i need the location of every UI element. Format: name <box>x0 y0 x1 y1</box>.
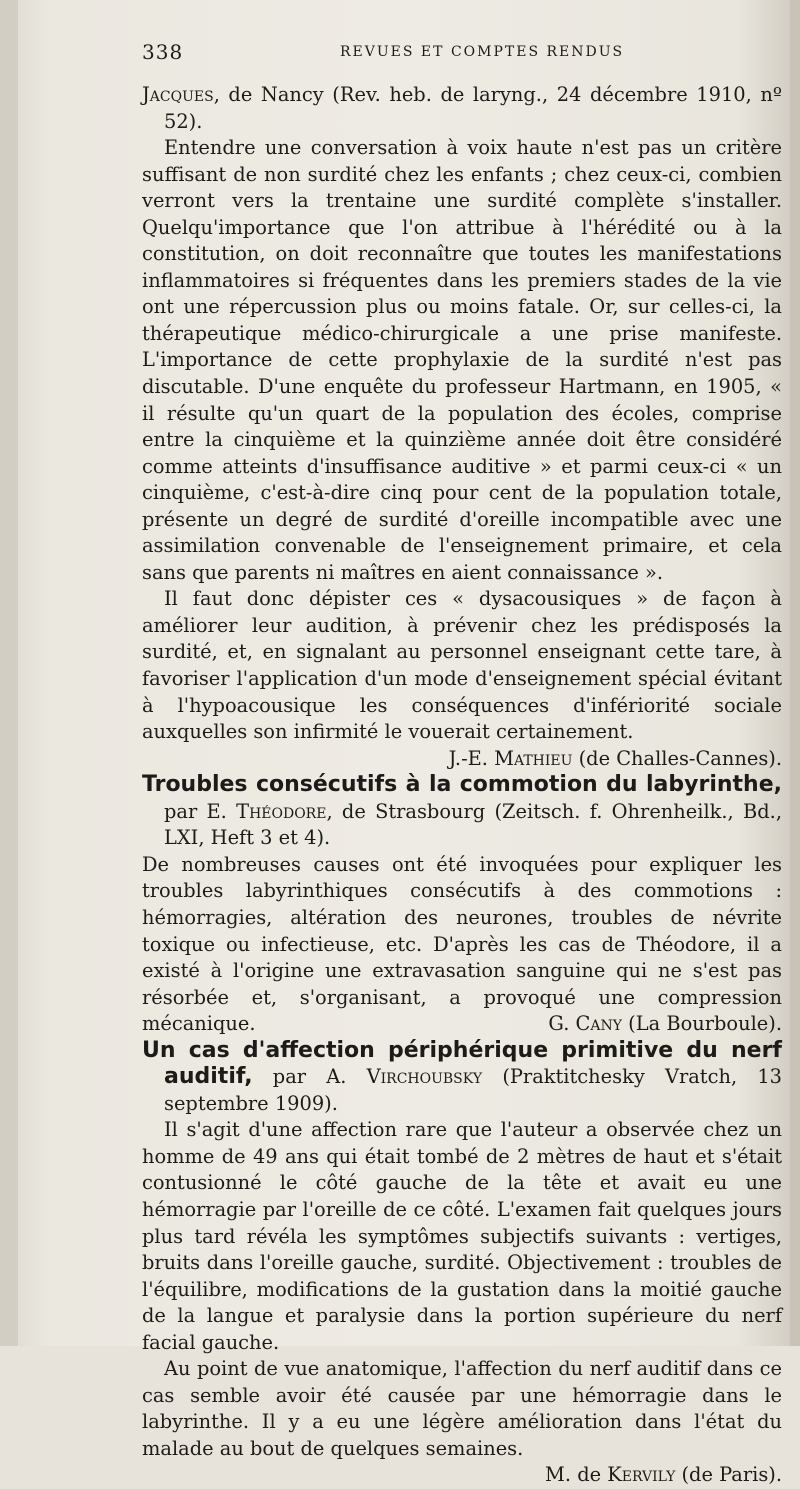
article1-signature-initials: J.-E. <box>448 746 495 770</box>
article2-paragraph-text: De nombreuses causes ont été invoquées pour expliquer les troubles labyrinthiques consécutifs à des commotions : hémorragies, altération des neurones, troubles de névrite toxique ou infectieuse, etc. D'après les cas de Théodore, il a existé à l'origine une extravasation sanguine qui ne s'est pas résorbée et, s'organisant, a provoqué une compression mécanique. <box>142 852 782 1036</box>
article1-signature-name: Mathieu <box>494 746 573 770</box>
article1-paragraph2 <box>142 586 782 770</box>
article2-signature-name: Cany <box>575 1012 622 1036</box>
article1-paragraph1: Entendre une conversation à voix haute n'est pas un critère suffisant de non surdité chez les enfants ; chez ceux-ci, combien verront vers la trentaine une surdité complète s'installer. Quelqu'importance que l'on attribue à l'hérédité ou à la constitution, on doit reconnaître que toutes les manifestations inflammatoires si fréquentes dans les premiers stades de la vie ont une répercussion plus ou moins fatale. Or, sur celles-ci, la thérapeutique médico-chirurgicale a une prise manifeste. L'importance de cette prophylaxie de la surdité n'est pas discutable. D'une enquête du professeur Hartmann, en 1905, « il résulte qu'un quart de la population des écoles, comprise entre la cinquième et la quinzième année doit être considéré comme atteints d'insuffisance auditive » et parmi ceux-ci « un cinquième, c'est-à-dire cinq pour cent de la population totale, présente un degré de surdité d'oreille incompatible avec une assimilation convenable de l'enseignement primaire, et cela sans que parents ni maîtres en aient connaissance ». <box>142 136 782 584</box>
article3-title: Un cas d'affection périphérique primitive du nerf auditif, <box>142 1037 782 1090</box>
article2-title: Troubles consécutifs à la commotion du labyrinthe, <box>142 772 782 798</box>
article3-by: par A. <box>252 1065 367 1089</box>
article3-signature-initials: M. de <box>545 1463 608 1487</box>
article3-author: Virchoubsky <box>366 1065 483 1089</box>
article2-signature <box>548 1011 782 1038</box>
article3-paragraph2-text: Au point de vue anatomique, l'affection du nerf auditif dans ce cas semble avoir été causée par une hémorragie dans le labyrinthe. Il y a eu une légère amélioration dans l'état du malade au bout de quelques semaines. <box>142 1357 782 1460</box>
page-edge-shadow <box>0 0 18 1346</box>
article3-paragraph1: Il s'agit d'une affection rare que l'auteur a observée chez un homme de 49 ans qui était tombé de 2 mètres de haut et s'était contusionné le côté gauche de la tête et avait eu une hémorragie par l'oreille de ce côté. L'examen fait quelques jours plus tard révéla les symptômes subjectifs suivants : vertiges, bruits dans l'oreille gauche, surdité. Objectivement : troubles de l'équilibre, modifications de la gustation dans la moitié gauche de la langue et paralysie dans la portion supérieure du nerf facial gauche. <box>142 1118 782 1354</box>
article3-paragraph2 <box>142 1356 782 1487</box>
article2-author: Théodore <box>236 799 327 823</box>
article3-heading <box>142 1038 782 1118</box>
article3-citation: (Praktitchesky Vratch, 13 septembre 1909). <box>164 1065 782 1115</box>
page-edge-shadow-right <box>790 0 800 1346</box>
article1-signature-place: (de Challes-Cannes). <box>572 746 782 770</box>
article2-by: par E. <box>164 799 237 823</box>
article1-citation: , de Nancy (Rev. heb. de laryng., 24 décembre 1910, nº 52). <box>164 83 782 133</box>
page-number: 338 <box>142 40 184 64</box>
article2-citation: , de Strasbourg (Zeitsch. f. Ohrenheilk., Bd., LXI, Heft 3 et 4). <box>164 799 782 850</box>
page-header <box>142 40 782 64</box>
article2-paragraph <box>142 852 782 1038</box>
article1-paragraph2-text: Il faut donc dépister ces « dysacousiques » de façon à améliorer leur audition, à prévenir chez les prédisposés la surdité, et, en signalant au personnel enseignant cette tare, à favoriser l'application d'un mode d'enseignement spécial évitant à l'hypoacousique les conséquences d'infériorité sociale auxquelles son infirmité le vouerait certainement. <box>142 587 782 744</box>
article3-signature-name: Kervily <box>607 1463 676 1487</box>
article2-signature-initials: G. <box>548 1012 576 1036</box>
running-head: REVUES ET COMPTES RENDUS <box>340 44 625 60</box>
article1-author: Jacques <box>142 83 214 106</box>
article1-reference <box>142 82 782 135</box>
article3-signature-place: (de Paris). <box>675 1463 782 1487</box>
page-body <box>142 82 782 1489</box>
article1-signature <box>427 746 782 773</box>
article2-heading <box>142 772 782 852</box>
article3-signature <box>523 1462 782 1489</box>
article2-signature-place: (La Bourboule). <box>622 1012 782 1036</box>
